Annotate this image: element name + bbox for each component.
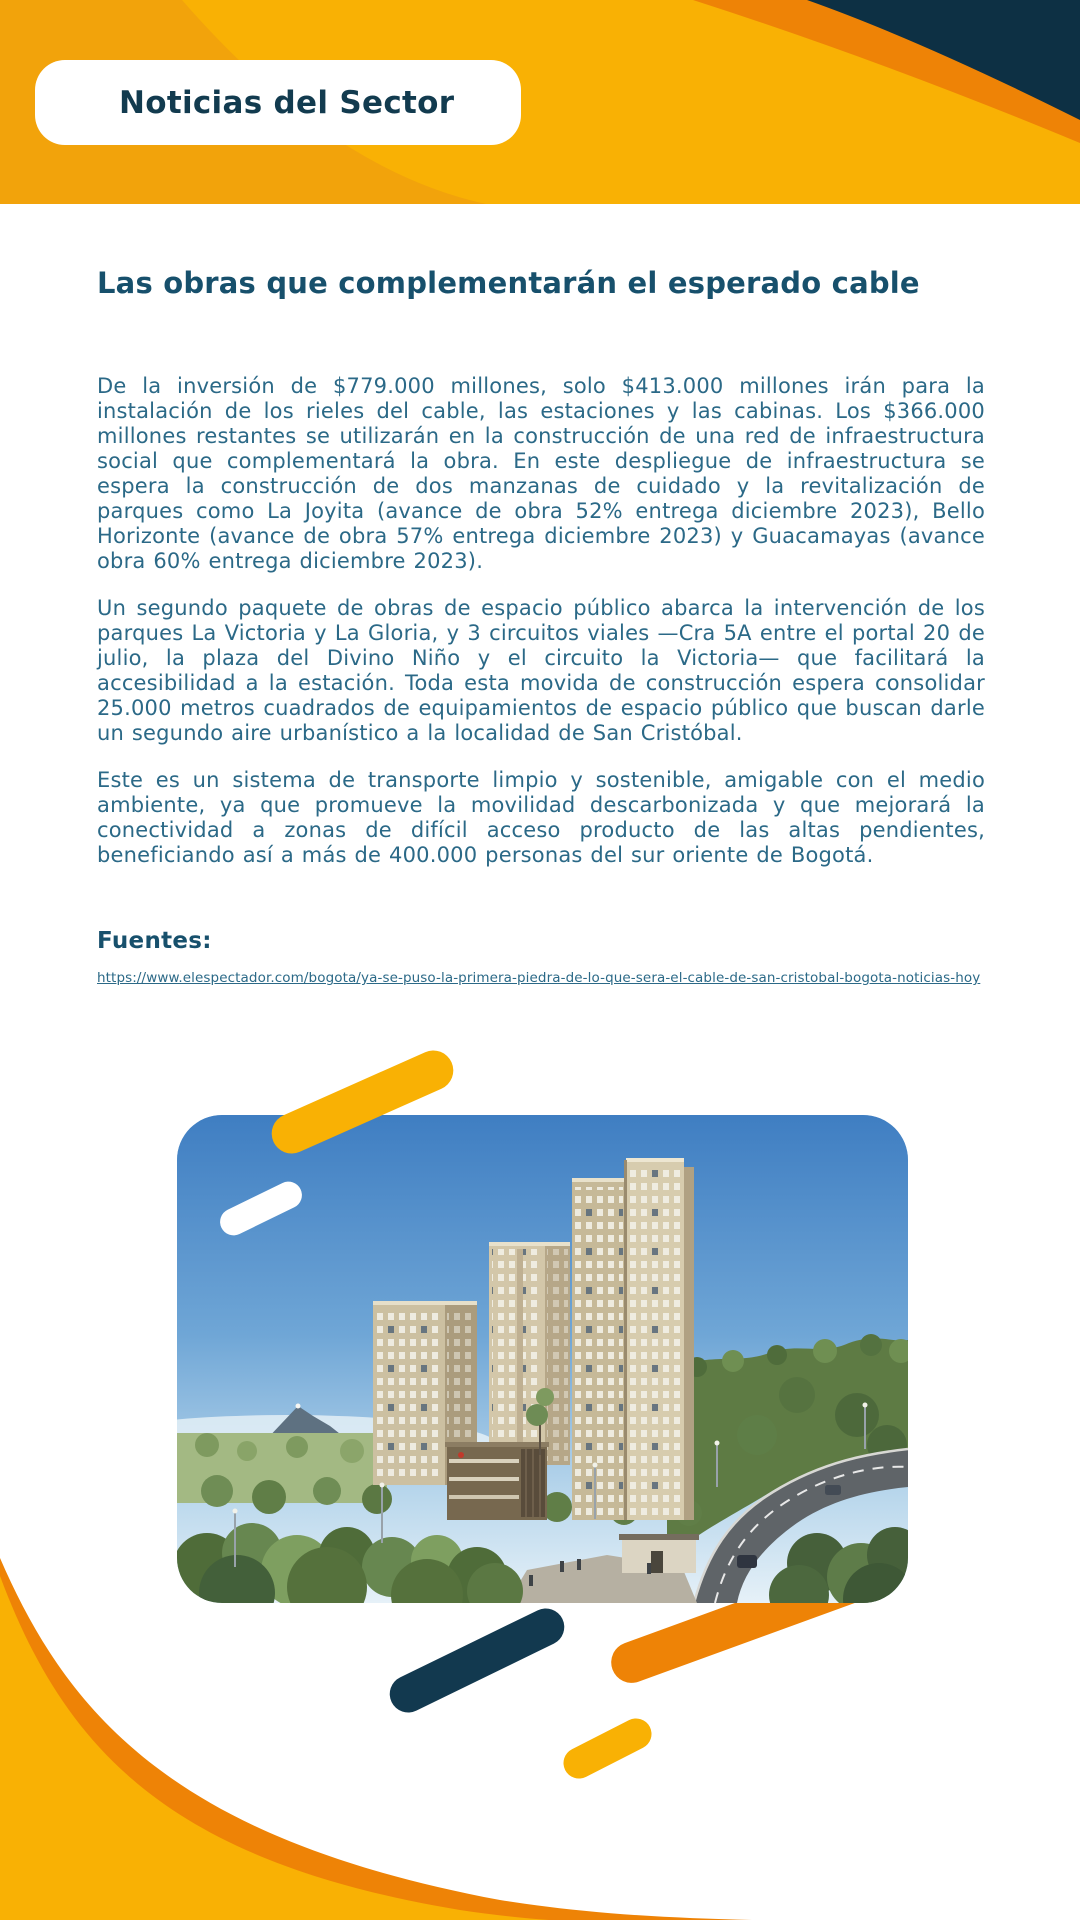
source-link[interactable]: https://www.elespectador.com/bogota/ya-se-puso-la-primera-piedra-de-lo-que-sera-el-cable-de-san-cristobal-bogota-noticias-hoy (97, 970, 981, 986)
article-body (97, 374, 985, 868)
page-title: Las obras que complementarán el esperado cable (97, 266, 920, 300)
decor-corner-bottom-left (0, 1550, 800, 1920)
tower-middle (489, 1242, 570, 1465)
article-paragraph: De la inversión de $779.000 millones, solo $413.000 millones irán para la instalación de los rieles del cable, las estaciones y las cabinas. Los $366.000 millones restantes se utilizarán en la construcción de una red de infraestructura social que complementará la obra. En este despliegue de infraestructura se espera la construcción de dos manzanas de cuidado y la revitalización de parques como La Joyita (avance de obra 52% entrega diciembre 2023), Bello Horizonte (avance de obra 57% entrega diciembre 2023) y Guacamayas (avance obra 60% entrega diciembre 2023). (97, 374, 985, 573)
car (737, 1555, 757, 1568)
article-paragraph: Un segundo paquete de obras de espacio público abarca la intervención de los parques La Victoria y La Gloria, y 3 circuitos viales —Cra 5A entre el portal 20 de julio, la plaza del Divino Niño y el circuito la Victoria— que facilitará la accesibilidad a la estación. Toda esta movida de construcción espera consolidar 25.000 metros cuadrados de equipamientos de espacio público que buscan darle un segundo aire urbanístico a la localidad de San Cristóbal. (97, 596, 985, 745)
car (825, 1485, 841, 1495)
sources-label: Fuentes: (97, 928, 212, 954)
umbrella (458, 1452, 464, 1458)
mountain-church (296, 1404, 301, 1409)
tower-right (572, 1158, 694, 1520)
section-badge-label: Noticias del Sector (119, 84, 455, 121)
parking-building (445, 1442, 549, 1520)
article-paragraph: Este es un sistema de transporte limpio y sostenible, amigable con el medio ambiente, ya que promueve la movilidad descarbonizada y que mejorará la conectividad a zonas de difícil acceso producto de las altas pendientes, beneficiando así a más de 400.000 personas del sur oriente de Bogotá. (97, 768, 985, 867)
section-badge (35, 60, 521, 145)
